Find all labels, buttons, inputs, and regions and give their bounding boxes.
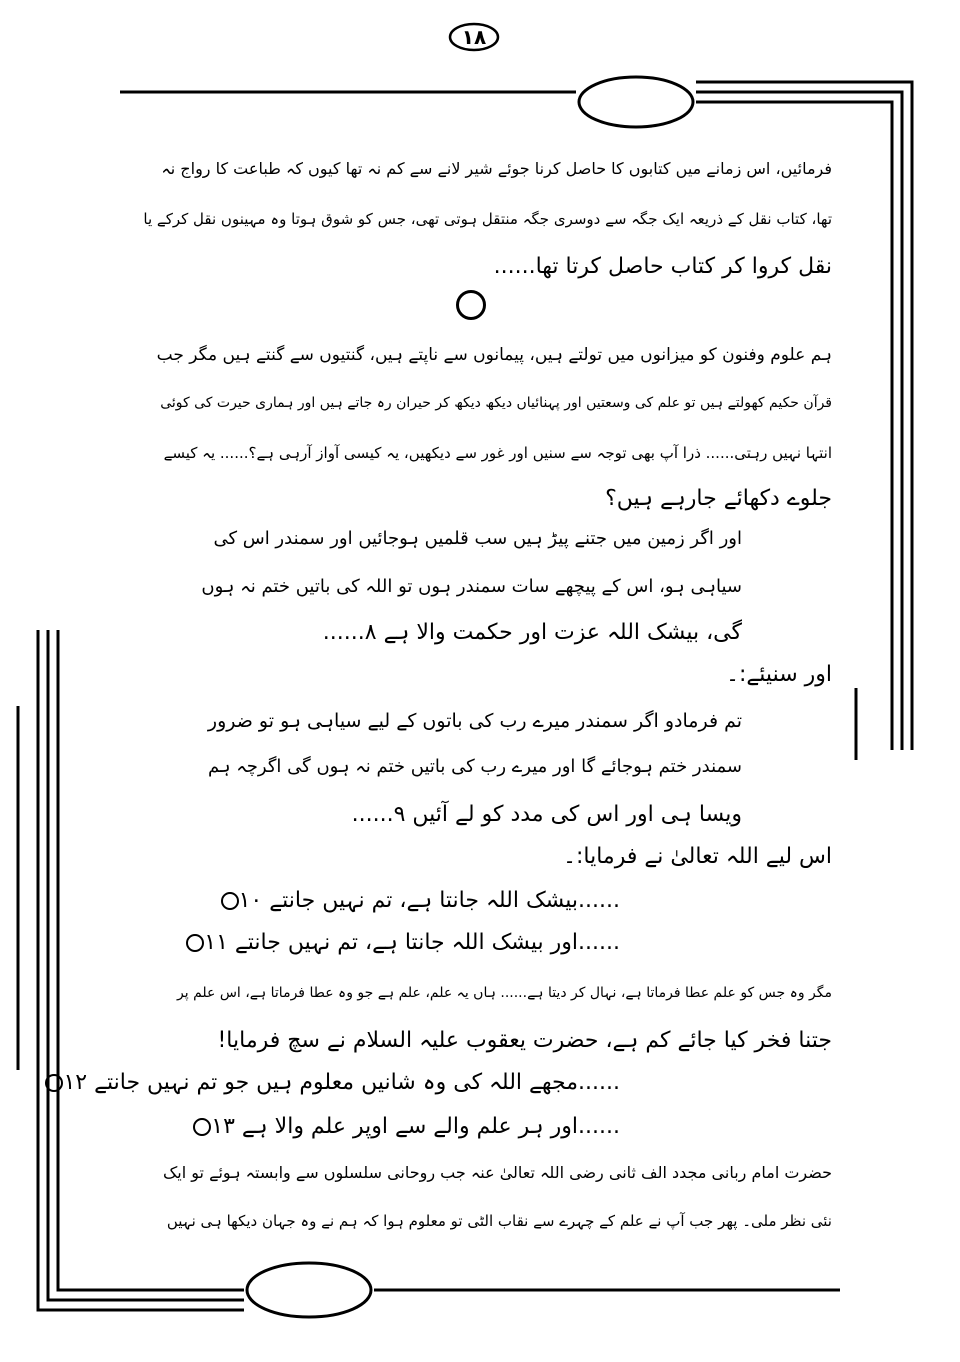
circle-bullet-icon <box>193 1118 211 1136</box>
transition-text: اس لیے اللہ تعالیٰ نے فرمایا:۔ <box>563 844 832 869</box>
bullet-text: ......مجھے اللہ کی وہ شانیں معلوم ہیں جو تم نہیں جانتے ۱۲ <box>63 1070 620 1095</box>
quote-line: تم فرمادو اگر سمندر میرے رب کی باتوں کے لیے سیاہی ہو تو ضرور <box>207 710 742 732</box>
quote-line: ویسا ہی اور اس کی مدد کو لے آئیں ۹...... <box>351 802 742 827</box>
paragraph-line: قرآن حکیم کھولتے ہیں تو علم کی وسعتیں اور پہنائیاں دیکھ دیکھ کر حیران رہ جاتے ہیں اور ہماری حیرت کی کوئی <box>160 395 832 411</box>
page-number-text: ١٨ <box>461 25 487 49</box>
bottom-oval-ornament <box>244 1260 374 1320</box>
paragraph-line: حضرت امام ربانی مجدد الف ثانی رضی اللہ تعالیٰ عنہ جب روحانی سلسلوں سے وابستہ ہوئے تو ایک <box>162 1163 832 1182</box>
bullet-text: ......اور ہر علم والے سے اوپر علم والا ہے ۱۳ <box>211 1114 620 1139</box>
section-divider-circle-icon <box>456 290 486 320</box>
paragraph-line: ہم علوم وفنون کو میزانوں میں تولتے ہیں، پیمانوں سے ناپتے ہیں، گنتیوں سے گنتے ہیں مگر جب <box>156 345 832 365</box>
paragraph-line: فرمائیں، اس زمانے میں کتابوں کا حاصل کرنا جوئے شیر لانے سے کم نہ تھا کیوں کہ طباعت کا رواج نہ <box>161 159 832 178</box>
quote-line: گی، بیشک اللہ عزت اور حکمت والا ہے ۸...... <box>322 620 742 645</box>
circle-bullet-icon <box>45 1074 63 1092</box>
quote-line: سمندر ختم ہوجائے گا اور میرے رب کی باتیں ختم نہ ہوں گی اگرچہ ہم <box>208 756 742 777</box>
page-number <box>448 22 500 52</box>
paragraph-line: جلوے دکھائے جارہے ہیں؟ <box>605 486 832 511</box>
top-oval-ornament <box>576 74 696 130</box>
paragraph-line: انتہا نہیں رہتی...... ذرا آپ بھی توجہ سے سنیں اور غور سے دیکھیں، یہ کیسی آواز آرہی ہے؟...... یہ کیسے <box>163 444 832 462</box>
bullet-item <box>189 1112 620 1142</box>
bullet-item <box>182 928 620 958</box>
quote-line: اور اگر زمین میں جتنے پیڑ ہیں سب قلمیں ہوجائیں اور سمندر اس کی <box>213 528 742 549</box>
bullet-item <box>217 886 620 916</box>
quote-line: سیاہی ہو، اس کے پیچھے سات سمندر ہوں تو اللہ کی باتیں ختم نہ ہوں <box>201 576 742 597</box>
transition-text: اور سنیئے:۔ <box>726 662 832 687</box>
paragraph-line: نقل کروا کر کتاب حاصل کرتا تھا...... <box>493 254 832 279</box>
paragraph-line: تھا، کتاب نقل کے ذریعہ ایک جگہ سے دوسری جگہ منتقل ہوتی تھی، جس کو شوق ہوتا وہ مہینوں نقل کرکے یا <box>143 210 832 228</box>
circle-bullet-icon <box>186 934 204 952</box>
paragraph-line: نئی نظر ملی۔ پھر جب آپ نے علم کے چہرے سے نقاب الٹی تو معلوم ہوا کہ ہم نے وہ جہان دیکھا ہی نہیں <box>166 1212 832 1230</box>
paragraph-line: جتنا فخر کیا جائے کم ہے، حضرت یعقوب علیہ السلام نے سچ فرمایا! <box>217 1028 832 1053</box>
bullet-item <box>41 1068 620 1098</box>
paragraph-line: مگر وہ جس کو علم عطا فرماتا ہے، نہال کر دیتا ہے...... ہاں یہ علم، علم ہے جو وہ عطا فرماتا ہے، اس علم پر <box>177 985 832 1001</box>
bullet-text: ......اور بیشک اللہ جانتا ہے، تم نہیں جانتے ۱۱ <box>204 930 620 955</box>
circle-bullet-icon <box>221 892 239 910</box>
bullet-text: ......بیشک اللہ جانتا ہے، تم نہیں جانتے ۱۰ <box>238 888 620 913</box>
